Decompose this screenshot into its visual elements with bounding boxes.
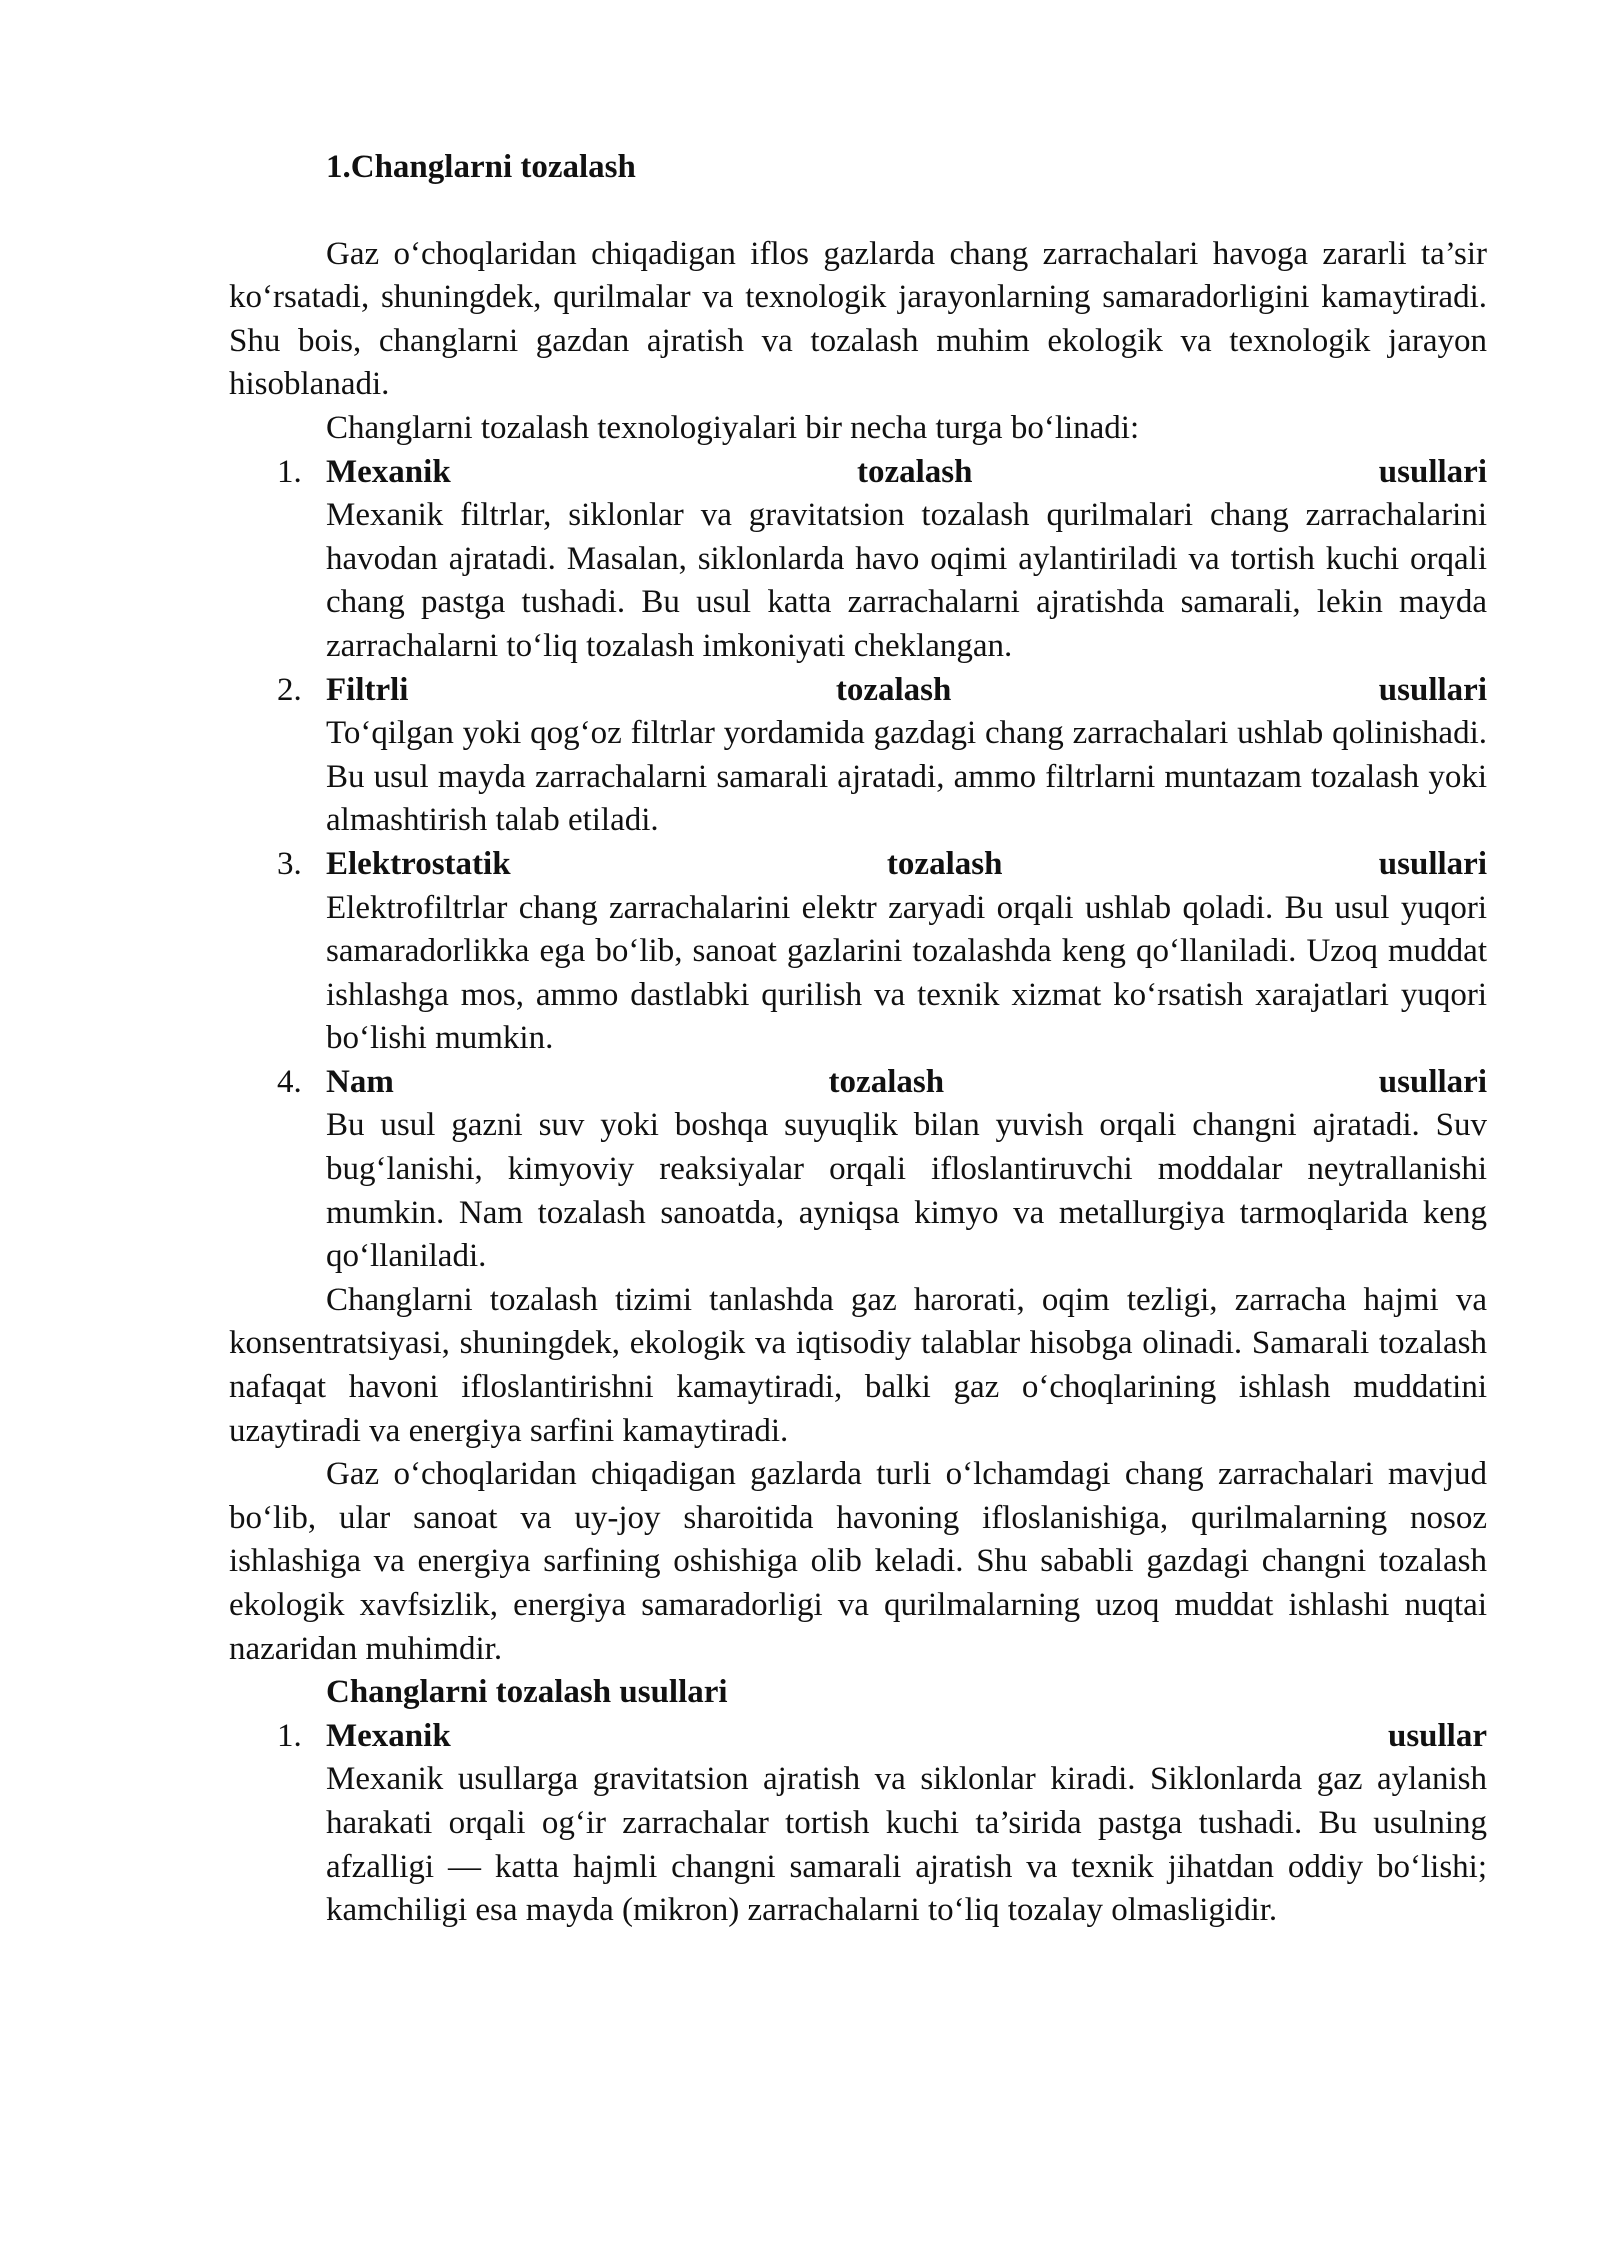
list-item — [229, 669, 1487, 843]
selection-paragraph: Changlarni tozalash tizimi tanlashda gaz harorati, oqim tezligi, zarracha hajmi va konsentratsiyasi, shuningdek, ekologik va iqtisodiy talablar hisobga olinadi. Samarali tozalash nafaqat havoni ifloslantirishni kamaytiradi, balki gaz o‘choqlarining ishlash muddatini uzaytiradi va energiya sarfini kamaytiradi. — [229, 1281, 1487, 1449]
list-number: 2. — [277, 671, 302, 708]
list-number: 3. — [277, 845, 302, 882]
list-item — [229, 1061, 1487, 1279]
list-item-title: Mexanik usullar — [326, 1717, 1487, 1754]
list-item — [229, 451, 1487, 669]
intro-paragraph: Gaz o‘choqlaridan chiqadigan iflos gazlarda chang zarrachalari havoga zararli ta’sir ko‘rsatadi, shuningdek, qurilmalar va texnologik jarayonlarning samaradorligini kamaytiradi. Shu bois, changlarni gazdan ajratish va tozalash muhim ekologik va texnologik jarayon hisoblanadi. — [229, 235, 1487, 403]
list-number: 1. — [277, 1717, 302, 1754]
methods-list — [229, 1715, 1487, 1933]
list-item-text: To‘qilgan yoki qog‘oz filtrlar yordamida gazdagi chang zarrachalari ushlab qolinishadi. Bu usul mayda zarrachalarni samarali ajratadi, ammo filtrlarni muntazam tozalash yoki almashtirish talab etiladi. — [326, 715, 1487, 839]
section-title: 1.Changlarni tozalash — [326, 149, 636, 185]
list-item — [229, 843, 1487, 1061]
list-item-text: Bu usul gazni suv yoki boshqa suyuqlik bilan yuvish orqali changni ajratadi. Suv bug‘lanishi, kimyoviy reaksiyalar orqali ifloslantiruvchi moddalar neytrallanishi mumkin. Nam tozalash sanoatda, ayniqsa kimyo va metallurgiya tarmoqlarida keng qo‘llaniladi. — [326, 1107, 1487, 1275]
list-item — [229, 1715, 1487, 1933]
list-item-text: Mexanik filtrlar, siklonlar va gravitatsion tozalash qurilmalari chang zarrachalarini havodan ajratadi. Masalan, siklonlarda havo oqimi aylantiriladi va tortish kuchi orqali chang pastga tushadi. Bu usul katta zarrachalarni ajratishda samarali, lekin mayda zarrachalarni to‘liq tozalash imkoniyati cheklangan. — [326, 497, 1487, 664]
document-page — [229, 146, 1487, 1933]
list-item-title: Filtrli tozalash usullari — [326, 671, 1487, 708]
list-number: 1. — [277, 453, 302, 490]
importance-paragraph: Gaz o‘choqlaridan chiqadigan gazlarda turli o‘lchamdagi chang zarrachalari mavjud bo‘lib, ular sanoat va uy-joy sharoitida havoning ifloslanishiga, qurilmalarning nosoz ishlashiga va energiya sarfining oshishiga olib keladi. Shu sababli gazdagi changni tozalash ekologik xavfsizlik, energiya samaradorligi va qurilmalarning uzoq muddat ishlashi nuqtai nazaridan muhimdir. — [229, 1456, 1487, 1667]
list-item-title: Mexanik tozalash usullari — [326, 453, 1487, 490]
list-number: 4. — [277, 1063, 302, 1100]
list-item-text: Mexanik usullarga gravitatsion ajratish va siklonlar kiradi. Siklonlarda gaz aylanish harakati orqali og‘ir zarrachalar tortish kuchi ta’sirida pastga tushadi. Bu usulning afzalligi — katta hajmli changni samarali ajratish va texnik jihatdan oddiy bo‘lishi; kamchiligi esa mayda (mikron) zarrachalarni to‘liq tozalay olmasligidir. — [326, 1761, 1487, 1929]
list-item-title: Nam tozalash usullari — [326, 1063, 1487, 1100]
subsection-heading: Changlarni tozalash usullari — [326, 1674, 728, 1711]
list-item-title: Elektrostatik tozalash usullari — [326, 845, 1487, 882]
list-item-text: Elektrofiltrlar chang zarrachalarini elektr zaryadi orqali ushlab qoladi. Bu usul yuqori samaradorlikka ega bo‘lib, sanoat gazlarini tozalashda keng qo‘llaniladi. Uzoq muddat ishlashga mos, ammo dastlabki qurilish va texnik xizmat ko‘rsatish xarajatlari yuqori bo‘lishi mumkin. — [326, 889, 1487, 1057]
technology-list — [229, 451, 1487, 1279]
intro-lead-paragraph: Changlarni tozalash texnologiyalari bir necha turga bo‘linadi: — [326, 409, 1140, 446]
